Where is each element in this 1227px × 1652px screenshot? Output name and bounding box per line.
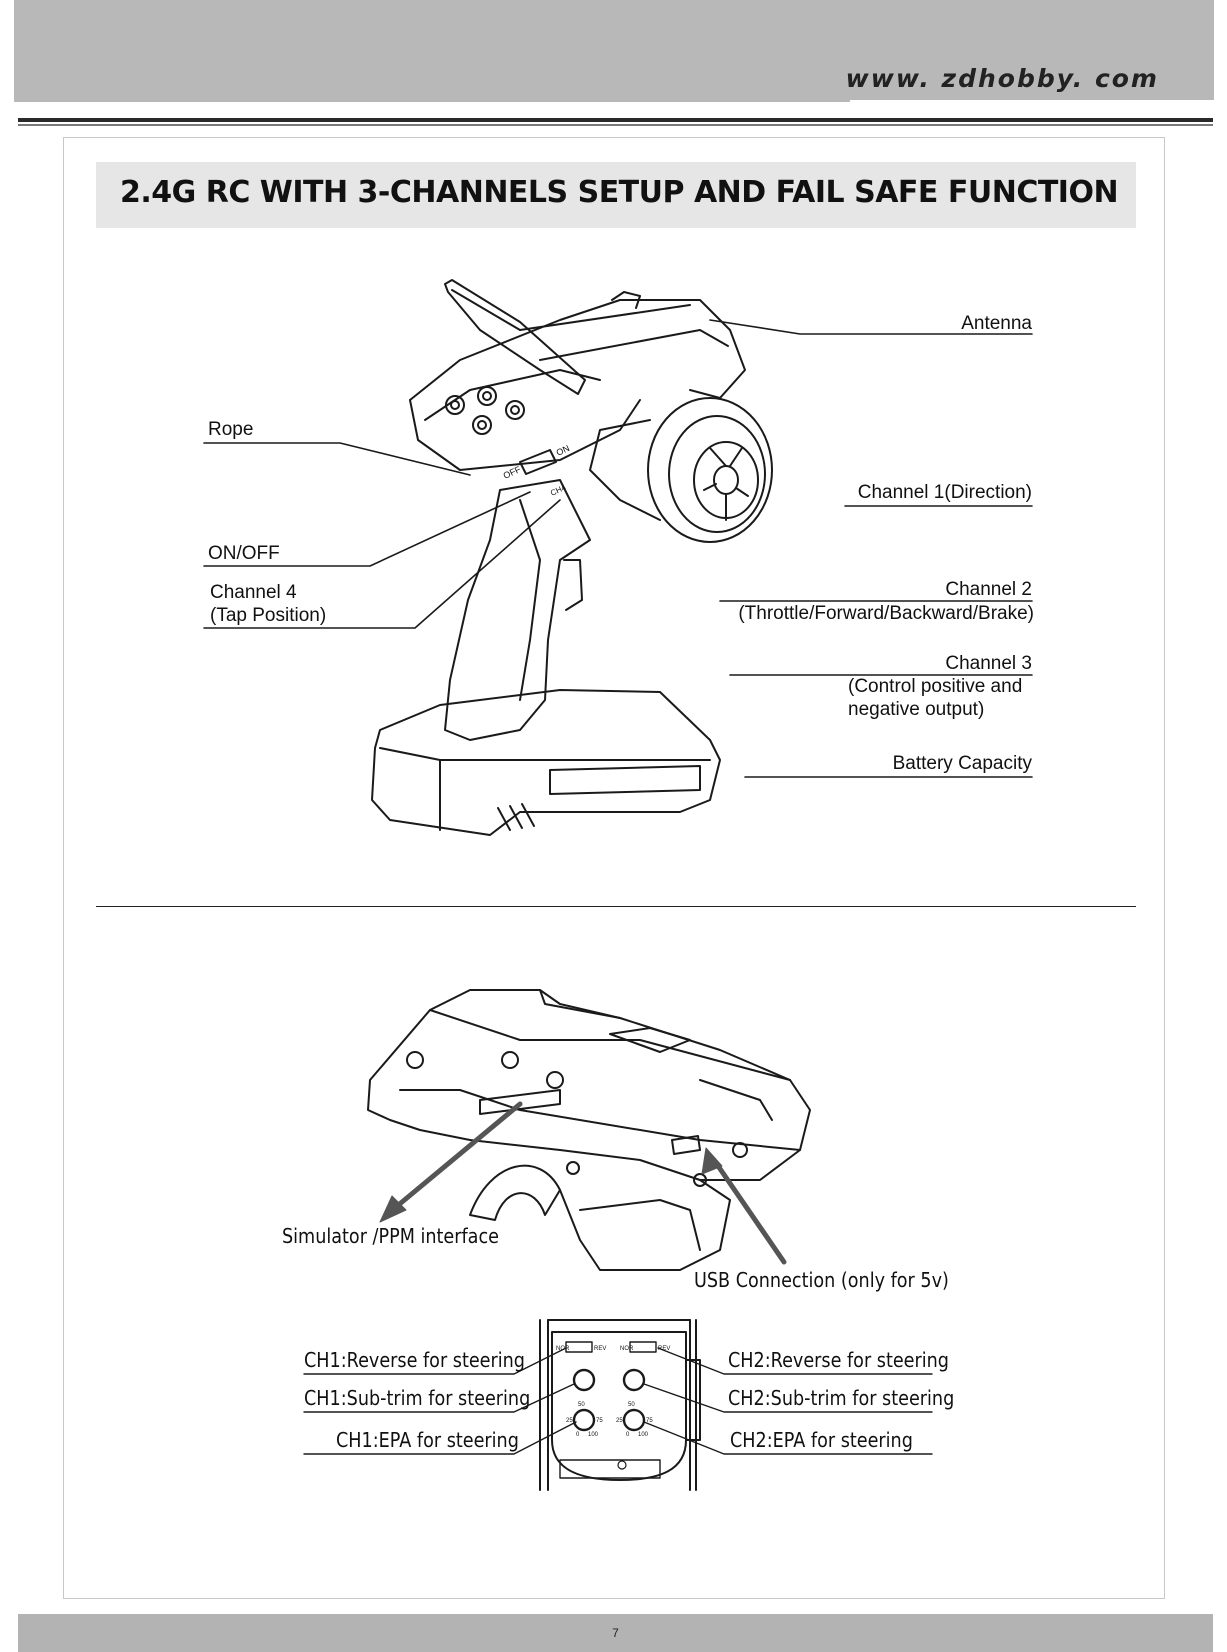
- page-number: 7: [612, 1626, 619, 1640]
- ch1-seventyfive-mark: 75: [596, 1418, 603, 1424]
- ch2-epa-label: CH2:EPA for steering: [730, 1428, 913, 1452]
- ch2-rev-mark: REV: [658, 1346, 671, 1352]
- channel3-sublabel-2: negative output): [848, 699, 985, 720]
- footer-band: [18, 1614, 1213, 1652]
- ch2-seventyfive-mark: 75: [646, 1418, 653, 1424]
- channel2-label: Channel 2: [945, 579, 1032, 600]
- ch1-subtrim-label: CH1:Sub-trim for steering: [304, 1386, 531, 1410]
- ch2-fifty-mark: 50: [628, 1402, 635, 1408]
- ch2-reverse-label: CH2:Reverse for steering: [728, 1348, 949, 1372]
- on-off-label: ON/OFF: [208, 543, 280, 564]
- channel1-label: Channel 1(Direction): [857, 482, 1032, 503]
- channel2-sublabel: (Throttle/Forward/Backward/Brake): [738, 603, 1034, 624]
- antenna-label: Antenna: [961, 313, 1032, 334]
- ch1-twentyfive-mark: 25: [566, 1418, 573, 1424]
- battery-capacity-label: Battery Capacity: [892, 753, 1032, 774]
- switch-off-marking: OFF: [501, 464, 523, 481]
- ch2-zero-mark: 0: [626, 1432, 630, 1438]
- ch1-nor-mark: NOR: [556, 1346, 570, 1352]
- section-divider: [96, 906, 1136, 907]
- ch1-zero-mark: 0: [576, 1432, 580, 1438]
- usb-connection-label: USB Connection (only for 5v): [694, 1268, 949, 1292]
- ch1-epa-label: CH1:EPA for steering: [336, 1428, 519, 1452]
- ch4-marking: CH4: [549, 482, 568, 498]
- ch1-rev-mark: REV: [594, 1346, 607, 1352]
- ch2-subtrim-label: CH2:Sub-trim for steering: [728, 1386, 955, 1410]
- transmitter-illustration: [372, 280, 772, 835]
- channel3-label: Channel 3: [945, 653, 1032, 674]
- channel4-sublabel: (Tap Position): [210, 605, 327, 626]
- switch-on-marking: ON: [554, 443, 572, 458]
- site-url[interactable]: www. zdhobby. com: [845, 64, 1159, 93]
- simulator-ppm-label: Simulator /PPM interface: [282, 1224, 499, 1248]
- ch1-reverse-label: CH1:Reverse for steering: [304, 1348, 525, 1372]
- rope-label: Rope: [208, 419, 254, 440]
- ch2-hundred-mark: 100: [638, 1432, 649, 1438]
- ch2-twentyfive-mark: 25: [616, 1418, 623, 1424]
- channel3-sublabel-1: (Control positive and: [848, 676, 1023, 697]
- page-title: 2.4G RC WITH 3-CHANNELS SETUP AND FAIL SAFE FUNCTION: [120, 175, 1119, 210]
- ch1-hundred-mark: 100: [588, 1432, 599, 1438]
- channel4-label: Channel 4: [210, 582, 297, 603]
- ch2-nor-mark: NOR: [620, 1346, 634, 1352]
- ch1-fifty-mark: 50: [578, 1402, 585, 1408]
